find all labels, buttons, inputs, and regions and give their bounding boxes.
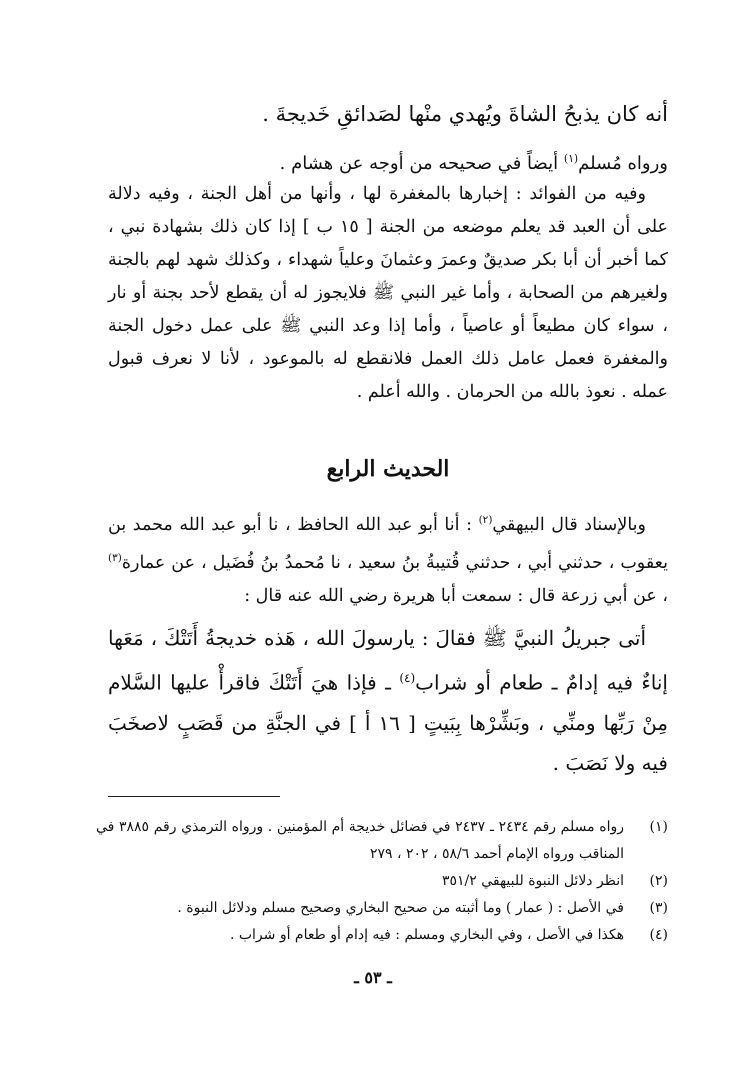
footnote-ref-3[interactable]: (٣) [108, 551, 122, 564]
footnote-divider [108, 796, 280, 797]
footnote-number: (٣) [649, 900, 668, 916]
page-number: ـ ٥٣ ـ [354, 968, 392, 987]
footnote-number: (١) [649, 819, 668, 835]
section-heading: الحديث الرابع [326, 456, 450, 482]
isnad-paragraph [108, 504, 668, 613]
footnote-text: انظر دلائل النبوة للبيهقي ٣٥١/٢ [441, 873, 624, 889]
footnote-ref-4[interactable]: (٤) [399, 671, 416, 685]
footnote-item [96, 895, 668, 922]
isnad-text-b: : أنا أبو عبد الله الحافظ ، نا أبو عبد الله محمد بن يعقوب ، حدثني أبي ، حدثني قُتيبةُ بنُ سعيد ، نا مُحمدُ بنُ فُضَيل ، عن عمارة [108, 514, 668, 573]
hadith-text [108, 618, 668, 783]
footnote-text: رواه مسلم رقم ٢٤٣٤ ـ ٢٤٣٧ في فضائل خديجة أم المؤمنين . ورواه الترمذي رقم ٣٨٨٥ في المناقب ورواه الإمام أحمد ٥٨/٦ ، ٢٠٢ ، ٢٧٩ [96, 819, 624, 862]
footnote-item [96, 922, 668, 949]
hadith-text-a: أتى جبريلُ النبيَّ ﷺ فقالَ : يارسولَ الله ، هَذه خديجةُ أَتَتْكَ ، مَعَها إناءٌ فيه إدامٌ ـ طعام أو شراب [108, 626, 668, 695]
isnad-text-a: وبالإسناد قال البيهقي [492, 514, 646, 535]
narration-text-b: أيضاً في صحيحه من أوجه عن هشام . [279, 153, 564, 174]
footnote-number: (٢) [649, 873, 668, 889]
footnote-ref-2[interactable]: (٢) [478, 514, 493, 526]
narration-text-a: ورواه مُسلم [578, 153, 668, 174]
footnote-item [96, 868, 668, 895]
footnote-text: في الأصل : ( عمار ) وما أثبته من صحيح البخاري وصحيح مسلم ودلائل النبوة . [177, 900, 624, 916]
footnote-number: (٤) [649, 927, 668, 943]
footnote-text: هكذا في الأصل ، وفي البخاري ومسلم : فيه إدام أو طعام أو شراب . [229, 927, 624, 943]
opening-line: أنه كان يذبحُ الشاةَ ويُهدي منْها لصَدائقِ خَديجةَ . [262, 102, 668, 126]
narration-line [108, 144, 668, 179]
isnad-text-c: ، عن أبي زرعة قال : سمعت أبا هريرة رضي الله عنه قال : [244, 585, 668, 606]
hadith-text-b: ـ فإذا هيَ أَتَتْكَ فاقرأْ عليها السَّلام مِنْ رَبِّها ومنِّي ، وبَشِّرْها بِبَيتٍ [ ١٦ أ ] في الجنَّةِ من قَصَبٍ لاصخَبَ فيه ولا نَصَبَ . [108, 670, 669, 775]
footnotes [96, 814, 668, 949]
benefits-paragraph: وفيه من الفوائد : إخبارها بالمغفرة لها ، وأنها من أهل الجنة ، وفيه دلالة على أن العبد قد يعلم موضعه من الجنة [ ١٥ ب ] إذا كان ذلك بشهادة نبي ، كما أخبر أن أبا بكر صديقٌ وعمرَ وعثمانَ وعلياً شهداء ، وكذلك شهد لهم بالجنة ولغيرهم من الصحابة ، وأما غير النبي ﷺ فلايجوز له أن يقطع لأحد بجنة أو نار ، سواء كان مطيعاً أو عاصياً ، وأما إذا وعد النبي ﷺ على عمل دخول الجنة والمغفرة فعمل عامل ذلك العمل فلانقطع له بالموعود ، لأنا لا نعرف قبول عمله . نعوذ بالله من الحرمان . والله أعلم . [108, 184, 668, 402]
footnote-item [96, 814, 668, 868]
footnote-ref-1[interactable]: (١) [563, 152, 579, 165]
